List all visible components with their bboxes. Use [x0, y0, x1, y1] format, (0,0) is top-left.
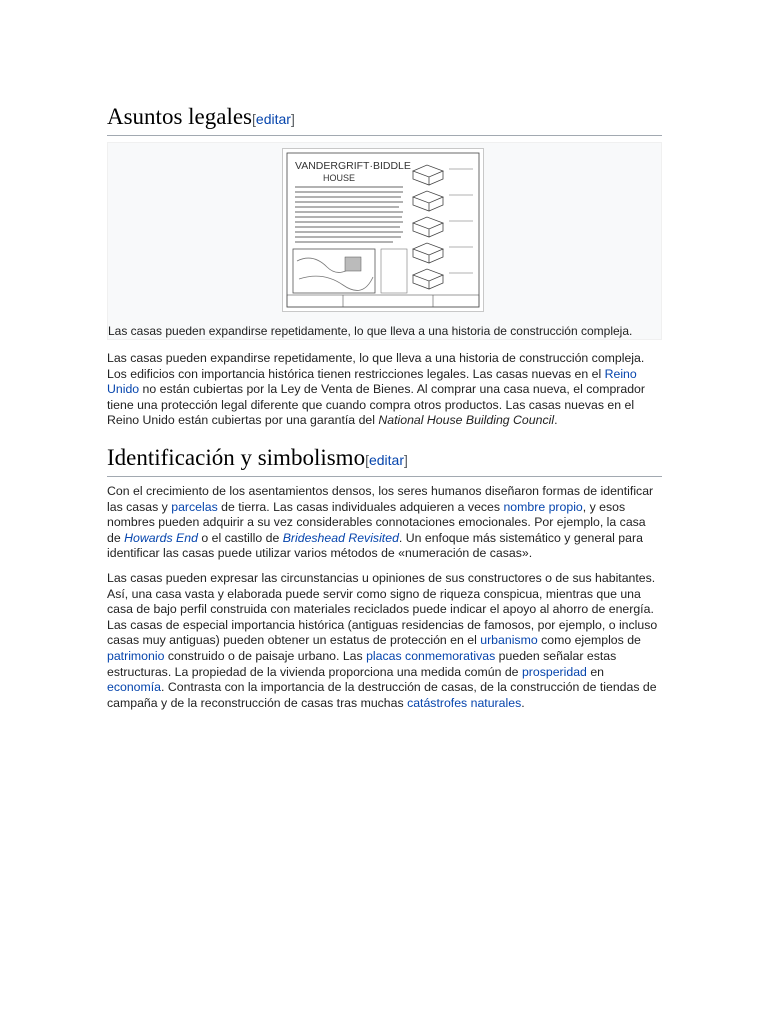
edit-section-link: [editar] [365, 451, 408, 468]
text: . Contrasta con la importancia de la destrucción de casas, de la construcción de tiendas de campaña y de la reconstrucción de casas tras muchas [107, 680, 657, 710]
link-text: Howards End [124, 530, 198, 545]
edit-link[interactable]: editar [255, 111, 291, 127]
link-patrimonio[interactable]: patrimonio [107, 648, 165, 663]
text: como ejemplos de [537, 633, 641, 648]
text: Las casas pueden expandirse repetidamente, lo que lleva a una historia de construcción compleja. Los edificios con importancia histórica tienen restricciones legales. Las casas nuevas en el [107, 351, 645, 381]
paragraph-simbolismo [107, 571, 662, 711]
text: . [521, 695, 525, 710]
figure-box [107, 142, 662, 340]
text: , y esos nombres pueden adquirir a su vez considerables connotaciones emocionales. Por ejemplo, la casa de [107, 499, 646, 545]
link-parcelas[interactable]: parcelas [171, 499, 218, 514]
architectural-drawing-image [283, 149, 483, 311]
text: construido o de paisaje urbano. Las [164, 648, 367, 663]
link-prosperidad[interactable]: prosperidad [521, 664, 587, 679]
article-content [107, 102, 662, 711]
link-urbanismo[interactable]: urbanismo [480, 633, 538, 648]
paragraph-legal [107, 351, 662, 429]
text: pueden señalar estas estructuras. La propiedad de la vivienda proporciona una medida común de [107, 648, 617, 679]
link-howards-end[interactable] [124, 531, 198, 545]
link-brideshead-revisited[interactable] [283, 531, 399, 545]
link-catastrofes-naturales[interactable]: catástrofes naturales [407, 695, 522, 710]
text: Con el crecimiento de los asentamientos densos, los seres humanos diseñaron formas de identificar las casas y [107, 483, 654, 514]
link-placas-conmemorativas[interactable]: placas conmemorativas [366, 648, 496, 663]
text: . [554, 413, 558, 428]
drawing-title-1: VANDERGRIFT·BIDDLE [295, 160, 411, 172]
paragraph-identificacion [107, 484, 662, 562]
text: en [586, 664, 605, 679]
link-nombre-propio[interactable]: nombre propio [503, 499, 583, 514]
section-heading-identificacion [107, 443, 662, 477]
text: o el castillo de [197, 530, 283, 545]
section-title: Identificación y simbolismo [107, 444, 366, 470]
link-economia[interactable]: economía [107, 680, 162, 695]
link-reino-unido[interactable]: Reino Unido [107, 366, 637, 397]
italic-nhbc: National House Building Council [378, 413, 555, 428]
figure-caption: Las casas pueden expandirse repetidamente, lo que lleva a una historia de construcción compleja. [108, 324, 633, 338]
edit-link[interactable]: editar [368, 451, 404, 468]
drawing-title-2: HOUSE [323, 173, 356, 183]
link-text: Brideshead Revisited [282, 530, 399, 545]
text: Las casas pueden expresar las circunstancias u opiniones de sus constructores o de sus habitantes. Así, una casa vasta y elaborada puede servir como signo de riqueza conspicua, mientras que una casa de bajo perfil construida con materiales reciclados puede indicar el apoyo al ahorro de energía. Las casas de especial importancia histórica (antiguas residencias de famosos, por ejemplo, o incluso casas muy antiguas) pueden obtener un estatus de protección en el [107, 570, 658, 648]
section-heading-asuntos-legales [107, 102, 662, 136]
section-title: Asuntos legales [107, 104, 253, 129]
text: . Un enfoque más sistemático y general para identificar las casas puede utilizar varios métodos de «numeración de casas». [107, 530, 643, 561]
edit-section-link: [editar] [252, 111, 295, 127]
figure-image[interactable] [282, 148, 484, 312]
text: de tierra. Las casas individuales adquieren a veces [217, 499, 504, 514]
text: no están cubiertas por la Ley de Venta de Bienes. Al comprar una casa nueva, el comprador tiene una protección legal diferente que cuando compra otros productos. Las casas nuevas en el Reino Unido están cubiertas por una garantía del [107, 382, 645, 428]
